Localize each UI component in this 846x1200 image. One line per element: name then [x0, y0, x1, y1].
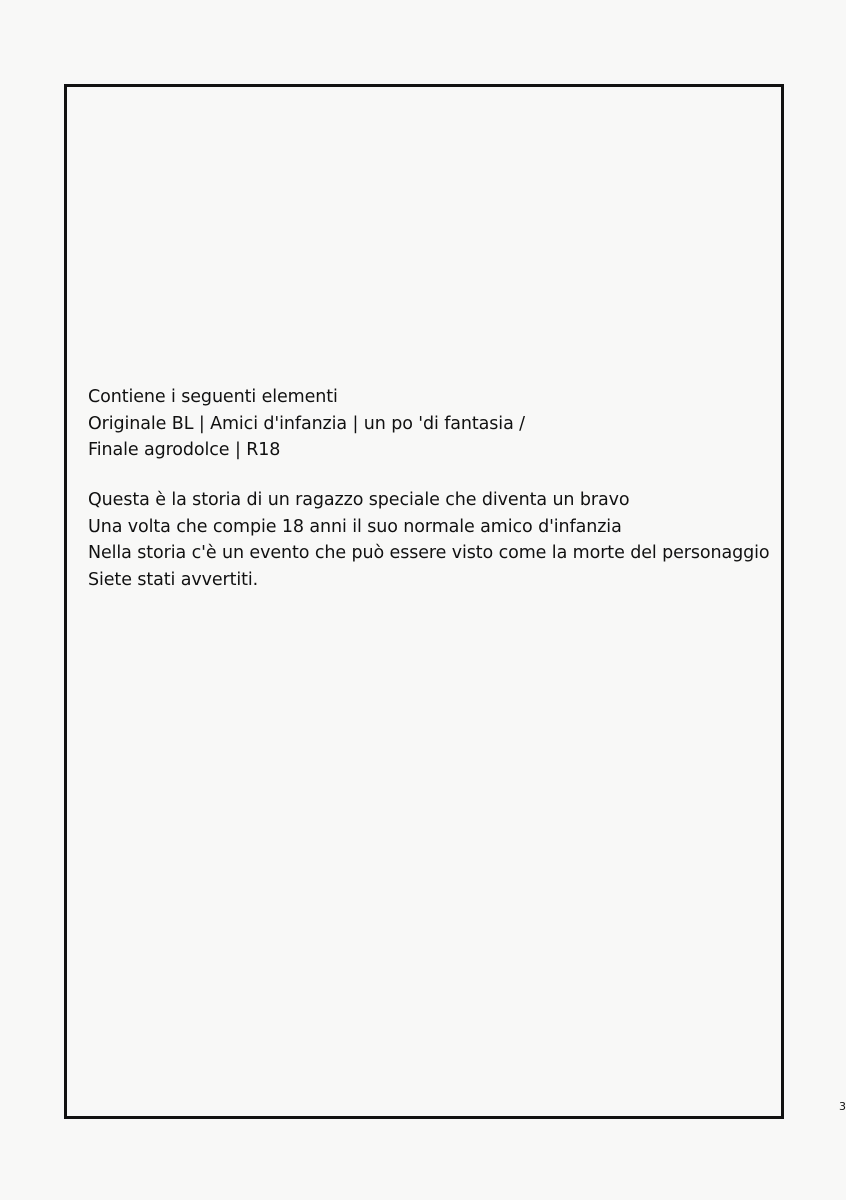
warning-line: Contiene i seguenti elementi: [88, 387, 338, 407]
panel-frame: [64, 84, 784, 1119]
content-warning-block: [88, 384, 525, 464]
page-number: 3: [839, 1100, 846, 1113]
story-summary-block: [88, 487, 770, 593]
story-line: Nella storia c'è un evento che può essere visto come la morte del personaggio: [88, 543, 770, 563]
warning-line: Finale agrodolce | R18: [88, 440, 281, 460]
story-line: Siete stati avvertiti.: [88, 569, 259, 590]
story-line: Una volta che compie 18 anni il suo normale amico d'infanzia: [88, 516, 622, 537]
warning-line: Originale BL | Amici d'infanzia | un po 'di fantasia /: [88, 413, 525, 434]
story-line: Questa è la storia di un ragazzo speciale che diventa un bravo: [88, 490, 630, 510]
